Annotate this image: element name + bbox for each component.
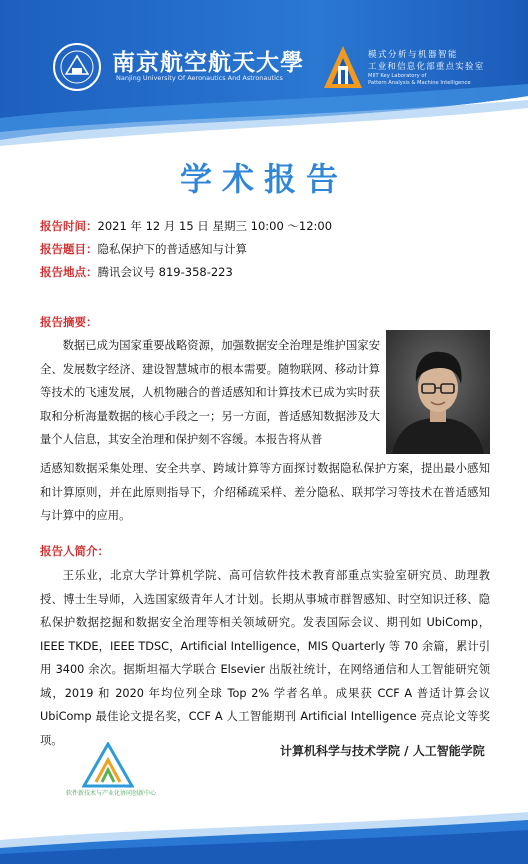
speaker-photo [386, 330, 490, 454]
abstract-text-top: 数据已成为国家重要战略资源，加强数据安全治理是维护国家安全、发展数字经济、建设智慧城市的根本需要。随物联网、移动计算等技术的飞速发展，人机物融合的普适感知和计算技术已成为实时获取和分析海量数据的核心手段之一；另一方面，普适感知数据涉及大量个人信息，其安全治理和保护刻不容缓。本报告将从普 [40, 339, 380, 446]
time-value: 2021 年 12 月 15 日 星期三 10:00 ～12:00 [97, 219, 333, 233]
lab-name-cn-line2: 工业和信息化部重点实验室 [368, 62, 485, 72]
university-name-cn: 南京航空航天大學 [112, 49, 304, 76]
college-name: 计算机科学与技术学院 / 人工智能学院 [280, 744, 485, 758]
header-banner [0, 0, 528, 150]
university-seal-icon [52, 42, 102, 92]
university-name-en: Nanjing University Of Aeronautics And Astronautics [116, 74, 283, 82]
abstract-label: 报告摘要： [40, 315, 98, 329]
abstract-text-bottom: 适感知数据采集处理、安全共享、跨域计算等方面探讨数据隐私保护方案，提出最小感知和计算原则，并在此原则指导下，介绍稀疏采样、差分隐私、联邦学习等技术在普适感知与计算中的应用。 [40, 462, 490, 522]
lab-name-en-line1: MIIT Key Laboratory of [368, 73, 427, 79]
topic-label: 报告题目： [40, 242, 98, 256]
footer-banner [0, 810, 528, 864]
time-label: 报告时间： [40, 219, 98, 233]
info-topic [40, 241, 247, 257]
footer-background [0, 810, 528, 864]
page-title: 学术报告 [179, 160, 348, 198]
speaker-label: 报告人简介： [40, 544, 109, 558]
info-location [40, 264, 233, 280]
location-label: 报告地点： [40, 265, 98, 279]
info-time [40, 218, 332, 234]
innovation-center-name: 软件新技术与产业化协同创新中心 [66, 790, 157, 797]
topic-value: 隐私保护下的普适感知与计算 [97, 242, 247, 256]
lab-name-cn-line1: 模式分析与机器智能 [368, 50, 459, 60]
innovation-center-logo-icon [82, 742, 134, 788]
speaker-bio: 王乐业，北京大学计算机学院、高可信软件技术教育部重点实验室研究员、助理教授、博士生导师，入选国家级青年人才计划。长期从事城市群智感知、时空知识迁移、隐私保护数据挖掘和数据安全治理等相关领域研究。发表国际会议、期刊如 UbiComp，IEEE TKDE，IEEE TDSC，Artificial Intelligence，MIS Quarterly 等 70 余篇，累计引用 3400 余次。据斯坦福大学联合 Elsevier 出版社统计，在网络通信和人工智能研究领域，2019 和 2020 年均位列全球 Top 2% 学者名单。成果获 CCF A 普适计算会议 UbiComp 最佳论文提名奖，CCF A 人工智能期刊 Artificial Intelligence 亮点论文等奖项。 [40, 569, 490, 747]
lab-logo-icon [322, 44, 364, 92]
lab-name-en-line2: Pattern Analysis & Machine Intelligence [368, 80, 471, 86]
location-value: 腾讯会议号 819-358-223 [97, 265, 233, 279]
